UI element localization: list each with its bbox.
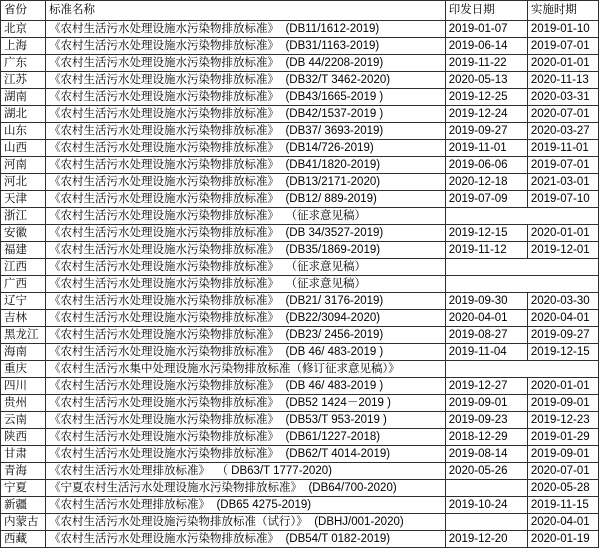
impl-date-cell: 2020-01-01 [527,55,598,72]
standard-name-cell: 《农村生活污水处理设施水污染物排放标准》 （征求意见稿） [46,259,446,276]
issue-date-cell: 2019-06-06 [445,157,527,174]
table-row [1,361,599,378]
province-cell: 黑龙江 [1,327,46,344]
col-header-issue-date: 印发日期 [445,1,527,21]
standard-name-cell: 《农村生活污水处理设施水污染物排放标准》 (DB12/ 889-2019) [46,191,446,208]
province-cell: 河南 [1,157,46,174]
table-row [1,72,599,89]
standard-name-cell: 《农村生活污水处理设施水污染物排放标准》 (DB23/ 2456-2019) [46,327,446,344]
standard-name-cell: 《宁夏农村生活污水处理设施水污染物排放标准》 (DB64/700-2020) [46,480,446,497]
standard-name-cell: 《农村生活污水集中处理设施水污染物排放标准（修订征求意见稿）》 [46,361,446,378]
province-cell: 海南 [1,344,46,361]
standard-name-cell: 《农村生活污水处理设施污染物排放标准（试行）》 (DBHJ/001-2020) [46,514,446,531]
issue-date-cell: 2019-11-01 [445,140,527,157]
standard-name-cell: 《农村生活污水处理设施水污染物排放标准》 (DB37/ 3693-2019) [46,123,446,140]
province-cell: 湖北 [1,106,46,123]
province-cell: 安徽 [1,225,46,242]
province-cell: 北京 [1,21,46,38]
standard-name-cell: 《农村生活污水处理设施水污染物排放标准》 (DB31/1163-2019) [46,38,446,55]
impl-date-cell: 2021-03-01 [527,174,598,191]
issue-date-cell [445,514,527,531]
standard-name-cell: 《农村生活污水处理设施水污染物排放标准》 (DB14/726-2019) [46,140,446,157]
province-cell: 湖南 [1,89,46,106]
table-header [1,1,599,21]
impl-date-cell: 2019-01-10 [527,21,598,38]
issue-date-cell: 2019-10-24 [445,497,527,514]
province-cell: 四川 [1,378,46,395]
impl-date-cell: 2020-01-01 [527,225,598,242]
table-row [1,446,599,463]
province-cell: 云南 [1,412,46,429]
impl-date-cell: 2020-07-01 [527,463,598,480]
issue-date-cell [445,480,527,497]
issue-date-cell: 2019-12-20 [445,531,527,548]
standard-name-cell: 《农村生活污水处理设施水污染物排放标准》 (DB 46/ 483-2019 ) [46,344,446,361]
province-cell: 青海 [1,463,46,480]
province-cell: 辽宁 [1,293,46,310]
province-cell: 广西 [1,276,46,293]
col-header-standard-name: 标准名称 [46,1,446,21]
table-row [1,242,599,259]
table-row [1,378,599,395]
issue-date-cell: 2019-11-22 [445,55,527,72]
table-row [1,123,599,140]
issue-date-cell: 2019-07-09 [445,191,527,208]
table-row [1,344,599,361]
table-row [1,106,599,123]
issue-date-cell: 2019-06-14 [445,38,527,55]
issue-date-cell: 2019-08-14 [445,446,527,463]
table-body [1,21,599,548]
province-cell: 重庆 [1,361,46,378]
standard-name-cell: 《农村生活污水处理设施水污染物排放标准》 (DB21/ 3176-2019) [46,293,446,310]
province-cell: 广东 [1,55,46,72]
table-row [1,293,599,310]
dates-empty-merged-cell [445,276,598,293]
table-row [1,412,599,429]
dates-empty-merged-cell [445,208,598,225]
table-row [1,531,599,548]
province-cell: 新疆 [1,497,46,514]
dates-empty-merged-cell [445,259,598,276]
impl-date-cell: 2019-09-01 [527,395,598,412]
standard-name-cell: 《农村生活污水处理设施水污染物排放标准》 (DB42/1537-2019 ) [46,106,446,123]
standard-name-cell: 《农村生活污水处理设施水污染物排放标准》 (DB22/3094-2020) [46,310,446,327]
impl-date-cell: 2019-12-15 [527,344,598,361]
impl-date-cell: 2020-05-28 [527,480,598,497]
impl-date-cell: 2019-12-01 [527,242,598,259]
standard-name-cell: 《农村生活污水处理设施水污染物排放标准》 (DB35/1869-2019) [46,242,446,259]
province-cell: 内蒙古 [1,514,46,531]
standard-name-cell: 《农村生活污水处理排放标准》 (DB65 4275-2019) [46,497,446,514]
issue-date-cell: 2019-12-27 [445,378,527,395]
issue-date-cell: 2019-09-27 [445,123,527,140]
impl-date-cell: 2020-07-01 [527,106,598,123]
issue-date-cell: 2020-05-26 [445,463,527,480]
table-row [1,259,599,276]
header-row [1,1,599,21]
impl-date-cell: 2019-11-01 [527,140,598,157]
issue-date-cell: 2018-12-29 [445,429,527,446]
col-header-province: 省份 [1,1,46,21]
standard-name-cell: 《农村生活污水处理设施水污染物排放标准》 (DB32/T 3462-2020) [46,72,446,89]
impl-date-cell: 2019-07-01 [527,157,598,174]
standard-name-cell: 《农村生活污水处理排放标准》 （ DB63/T 1777-2020) [46,463,446,480]
issue-date-cell: 2020-12-18 [445,174,527,191]
standard-name-cell: 《农村生活污水处理设施水污染物排放标准》 (DB54/T 0182-2019) [46,531,446,548]
issue-date-cell: 2019-11-12 [445,242,527,259]
table-row [1,38,599,55]
province-cell: 山西 [1,140,46,157]
impl-date-cell: 2020-01-19 [527,531,598,548]
province-cell: 陕西 [1,429,46,446]
dates-empty-merged-cell [445,361,598,378]
impl-date-cell: 2020-03-31 [527,89,598,106]
impl-date-cell: 2019-09-27 [527,327,598,344]
table-row [1,208,599,225]
issue-date-cell: 2019-01-07 [445,21,527,38]
issue-date-cell: 2019-12-15 [445,225,527,242]
table-row [1,140,599,157]
standard-name-cell: 《农村生活污水处理设施水污染物排放标准》 (DB62/T 4014-2019) [46,446,446,463]
standard-name-cell: 《农村生活污水处理设施水污染物排放标准》 (DB61/1227-2018) [46,429,446,446]
standard-name-cell: 《农村生活污水处理设施水污染物排放标准》 (DB13/2171-2020) [46,174,446,191]
impl-date-cell: 2019-07-01 [527,38,598,55]
table-row [1,276,599,293]
issue-date-cell: 2019-09-30 [445,293,527,310]
impl-date-cell: 2020-03-30 [527,293,598,310]
issue-date-cell: 2019-12-25 [445,89,527,106]
table-row [1,497,599,514]
province-cell: 福建 [1,242,46,259]
impl-date-cell: 2019-01-29 [527,429,598,446]
standard-name-cell: 《农村生活污水处理设施水污染物排放标准》 (DB 44/2208-2019) [46,55,446,72]
impl-date-cell: 2020-01-01 [527,378,598,395]
province-cell: 天津 [1,191,46,208]
table-row [1,157,599,174]
impl-date-cell: 2019-12-23 [527,412,598,429]
province-cell: 甘肃 [1,446,46,463]
standard-name-cell: 《农村生活污水处理设施水污染物排放标准》 （征求意见稿） [46,276,446,293]
province-cell: 上海 [1,38,46,55]
table-row [1,21,599,38]
province-cell: 江西 [1,259,46,276]
province-cell: 江苏 [1,72,46,89]
table-row [1,395,599,412]
province-cell: 宁夏 [1,480,46,497]
table-row [1,514,599,531]
standard-name-cell: 《农村生活污水处理设施水污染物排放标准》 (DB41/1820-2019) [46,157,446,174]
standard-name-cell: 《农村生活污水处理设施水污染物排放标准》 (DB 34/3527-2019) [46,225,446,242]
province-cell: 山东 [1,123,46,140]
table-row [1,225,599,242]
issue-date-cell: 2019-08-27 [445,327,527,344]
table-row [1,480,599,497]
table-row [1,174,599,191]
table-row [1,89,599,106]
table-row [1,310,599,327]
province-cell: 河北 [1,174,46,191]
col-header-impl-date: 实施时期 [527,1,598,21]
impl-date-cell: 2020-04-01 [527,310,598,327]
table-row [1,429,599,446]
issue-date-cell: 2019-11-04 [445,344,527,361]
impl-date-cell: 2020-03-27 [527,123,598,140]
table-row [1,55,599,72]
impl-date-cell: 2020-11-13 [527,72,598,89]
province-cell: 浙江 [1,208,46,225]
standard-name-cell: 《农村生活污水处理设施水污染物排放标准》 (DB53/T 953-2019 ) [46,412,446,429]
issue-date-cell: 2019-12-24 [445,106,527,123]
standard-name-cell: 《农村生活污水处理设施水污染物排放标准》 (DB43/1665-2019 ) [46,89,446,106]
table-row [1,463,599,480]
standard-name-cell: 《农村生活污水处理设施水污染物排放标准》 (DB11/1612-2019) [46,21,446,38]
issue-date-cell: 2019-09-23 [445,412,527,429]
standard-name-cell: 《农村生活污水处理设施水污染物排放标准》 (DB52 1424－2019 ) [46,395,446,412]
impl-date-cell: 2019-11-15 [527,497,598,514]
issue-date-cell: 2020-05-13 [445,72,527,89]
impl-date-cell: 2020-04-01 [527,514,598,531]
province-cell: 吉林 [1,310,46,327]
standard-name-cell: 《农村生活污水处理设施水污染物排放标准》 （征求意见稿） [46,208,446,225]
table-row [1,191,599,208]
province-cell: 贵州 [1,395,46,412]
issue-date-cell: 2019-09-01 [445,395,527,412]
issue-date-cell: 2020-04-01 [445,310,527,327]
table-row [1,327,599,344]
impl-date-cell: 2019-07-10 [527,191,598,208]
province-cell: 西藏 [1,531,46,548]
impl-date-cell: 2019-09-01 [527,446,598,463]
standard-name-cell: 《农村生活污水处理设施水污染物排放标准》 (DB 46/ 483-2019 ) [46,378,446,395]
